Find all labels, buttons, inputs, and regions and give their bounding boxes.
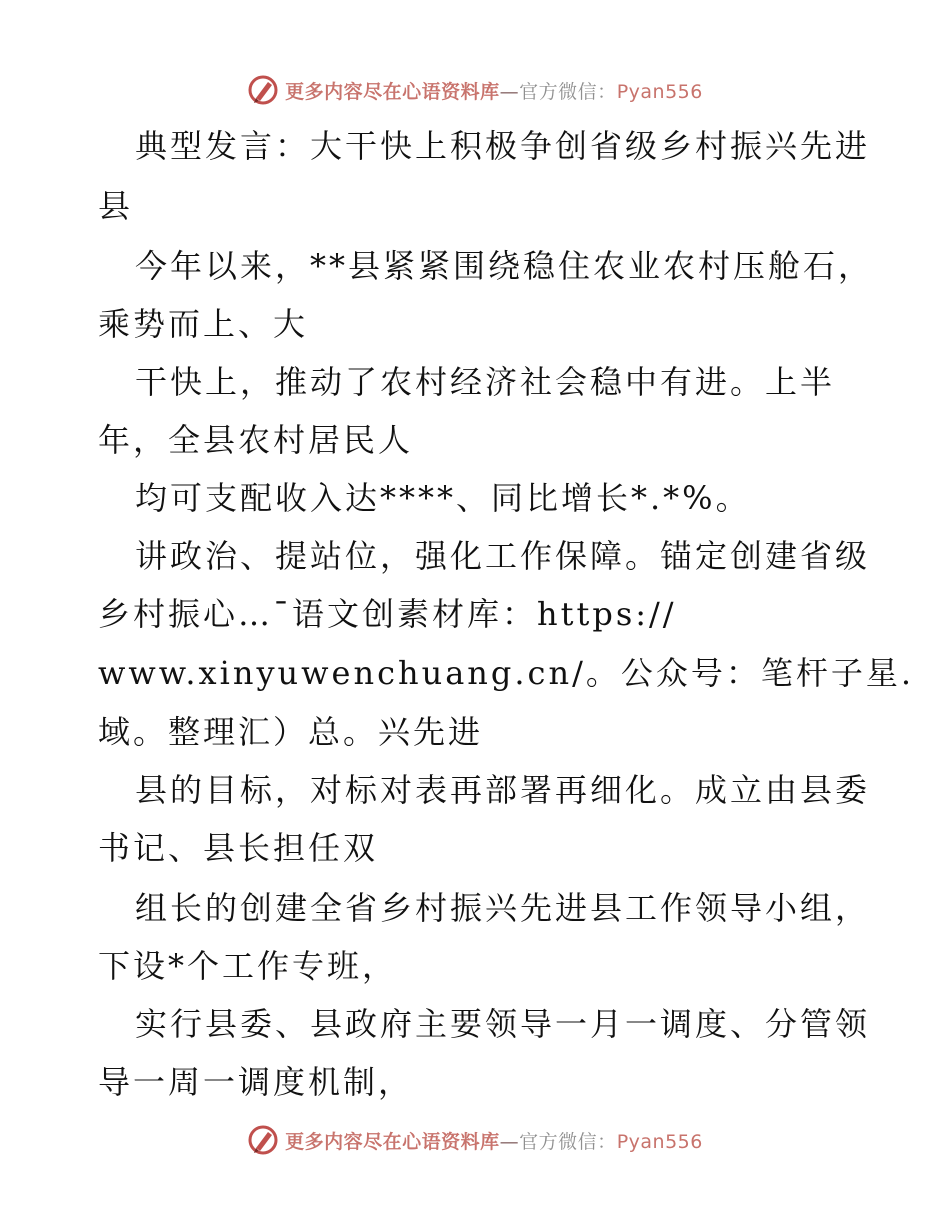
banner-site: 更多内容尽在心语资料库 bbox=[285, 1130, 500, 1153]
doc-title: 典型发言：大干快上积极争创省级乡村振兴先进 bbox=[135, 127, 871, 165]
paragraph-line: 干快上，推动了农村经济社会稳中有进。上半 bbox=[135, 363, 836, 401]
paragraph-line: 书记、县长担任双 bbox=[98, 829, 379, 867]
paragraph-line: 导一周一调度机制， bbox=[98, 1063, 414, 1101]
paragraph-line: 县的目标，对标对表再部署再细化。成立由县委 bbox=[135, 771, 871, 809]
banner-site: 更多内容尽在心语资料库 bbox=[285, 80, 500, 103]
paragraph-line: www.xinyuwenchuang.cn/。公众号：笔杆子星. bbox=[98, 654, 915, 692]
banner-wechat-id: Pyan556 bbox=[616, 1130, 703, 1153]
paragraph-line: 乘势而上、大 bbox=[98, 305, 309, 343]
doc-title-wrap: 县 bbox=[98, 187, 134, 225]
paragraph-line: 讲政治、提站位，强化工作保障。锚定创建省级 bbox=[135, 537, 871, 575]
pen-logo-icon bbox=[247, 1124, 279, 1156]
paragraph-line: 今年以来，**县紧紧围绕稳住农业农村压舱石， bbox=[135, 247, 874, 285]
paragraph-line: 年，全县农村居民人 bbox=[98, 421, 414, 459]
paragraph-line: 组长的创建全省乡村振兴先进县工作领导小组， bbox=[135, 889, 871, 927]
banner-text bbox=[285, 1127, 703, 1154]
paragraph-line: 实行县委、县政府主要领导一月一调度、分管领 bbox=[135, 1005, 871, 1043]
banner-dash: — bbox=[499, 1130, 520, 1153]
banner-wechat-id: Pyan556 bbox=[616, 80, 703, 103]
banner-wechat-label: 官方微信： bbox=[519, 80, 617, 103]
footer-banner bbox=[0, 1120, 950, 1160]
paragraph-line: 乡村振心…¯语文创素材库：https:// bbox=[98, 595, 677, 633]
paragraph-line: 均可支配收入达****、同比增长*.*%。 bbox=[135, 479, 751, 517]
paragraph-line: 域。整理汇）总。兴先进 bbox=[98, 713, 484, 751]
paragraph-line: 下设*个工作专班， bbox=[98, 947, 398, 985]
banner-wechat-label: 官方微信： bbox=[519, 1130, 617, 1153]
banner-dash: — bbox=[499, 80, 520, 103]
